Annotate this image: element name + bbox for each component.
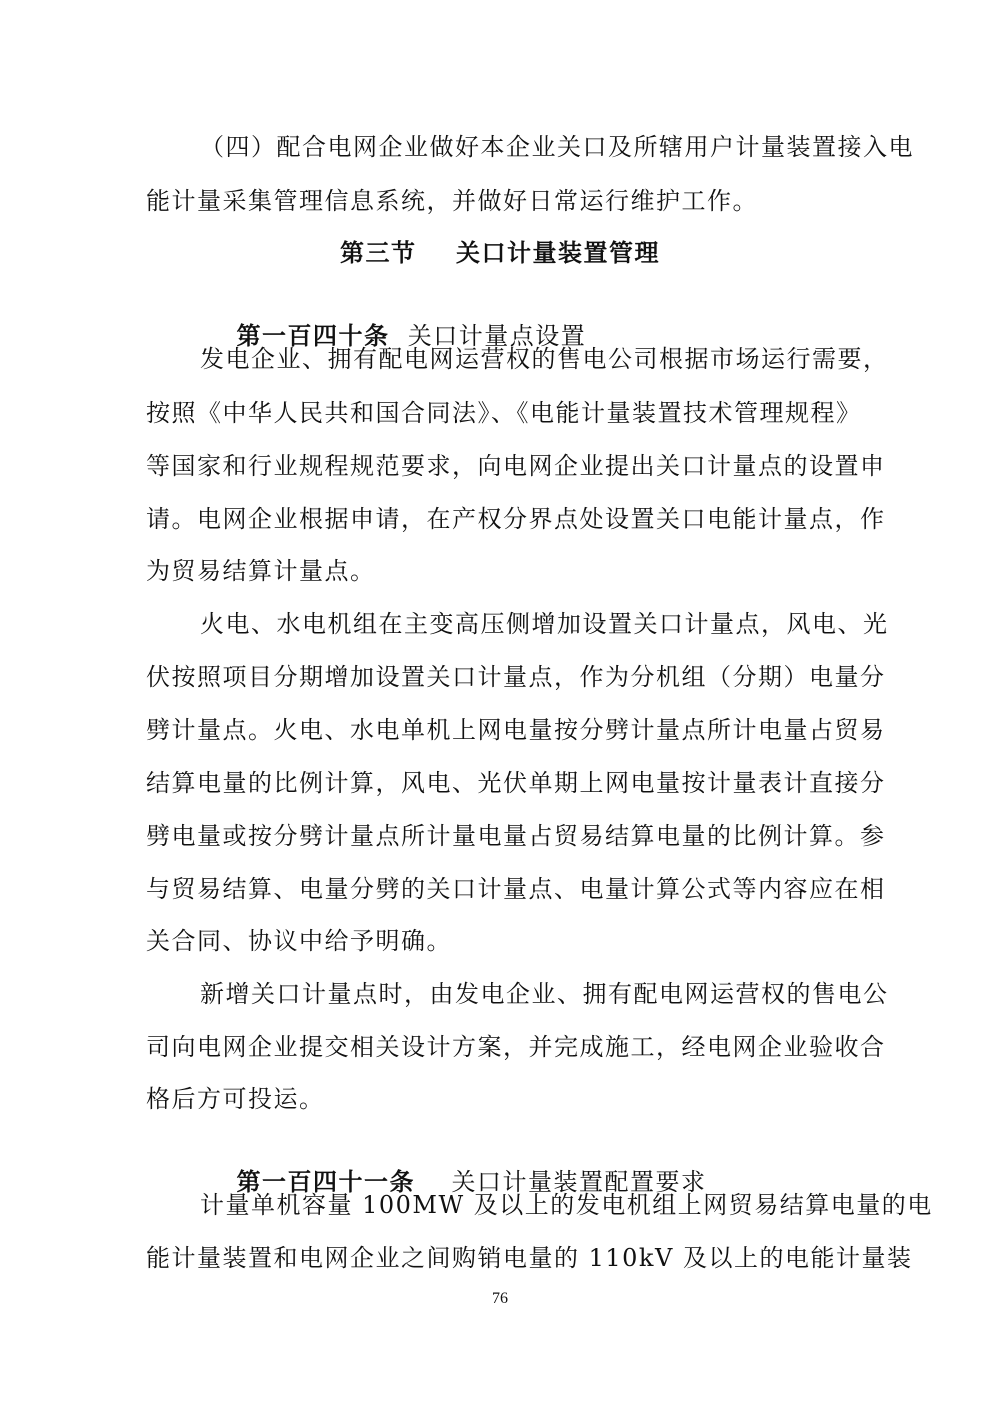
intro-line-1: （四）配合电网企业做好本企业关口及所辖用户计量装置接入电: [200, 133, 914, 161]
article-140-p2-line-7: 关合同、协议中给予明确。: [146, 927, 452, 955]
section-heading: 第三节 关口计量装置管理: [340, 239, 660, 267]
article-140-title: 关口计量点设置: [407, 322, 587, 350]
article-141-number: 第一百四十一条: [236, 1168, 416, 1196]
page-number: 76: [492, 1290, 508, 1307]
article-140-p1-line-2: 按照《中华人民共和国合同法》、《电能计量装置技术管理规程》: [146, 399, 862, 427]
article-141-p1-line-2: 能计量装置和电网企业之间购销电量的 110kV 及以上的电能计量装: [146, 1244, 913, 1272]
intro-line-2: 能计量采集管理信息系统，并做好日常运行维护工作。: [146, 187, 758, 215]
article-140-p1-line-4: 请。电网企业根据申请，在产权分界点处设置关口电能计量点，作: [146, 505, 886, 533]
article-140-p2-line-3: 劈计量点。火电、水电单机上网电量按分劈计量点所计电量占贸易: [146, 716, 886, 744]
article-141-title: 关口计量装置配置要求: [451, 1168, 707, 1196]
article-140-p2-line-6: 与贸易结算、电量分劈的关口计量点、电量计算公式等内容应在相: [146, 875, 886, 903]
article-141-p1-line-1: 计量单机容量 100MW 及以上的发电机组上网贸易结算电量的电: [200, 1191, 933, 1219]
article-140-p2-line-4: 结算电量的比例计算，风电、光伏单期上网电量按计量表计直接分: [146, 769, 886, 797]
article-140-number: 第一百四十条: [236, 322, 390, 350]
article-140-p3-line-2: 司向电网企业提交相关设计方案，并完成施工，经电网企业验收合: [146, 1033, 886, 1061]
article-140-p2-line-5: 劈电量或按分劈计量点所计量电量占贸易结算电量的比例计算。参: [146, 822, 886, 850]
article-140-p3-line-3: 格后方可投运。: [146, 1085, 325, 1113]
article-140-p2-line-1: 火电、水电机组在主变高压侧增加设置关口计量点，风电、光: [200, 610, 889, 638]
article-140-p1-line-1: 发电企业、拥有配电网运营权的售电公司根据市场运行需要，: [200, 345, 889, 373]
article-140-p1-line-5: 为贸易结算计量点。: [146, 557, 376, 585]
article-140-p3-line-1: 新增关口计量点时，由发电企业、拥有配电网运营权的售电公: [200, 980, 889, 1008]
article-140-p2-line-2: 伏按照项目分期增加设置关口计量点，作为分机组（分期）电量分: [146, 663, 886, 691]
article-140-p1-line-3: 等国家和行业规程规范要求，向电网企业提出关口计量点的设置申: [146, 452, 886, 480]
